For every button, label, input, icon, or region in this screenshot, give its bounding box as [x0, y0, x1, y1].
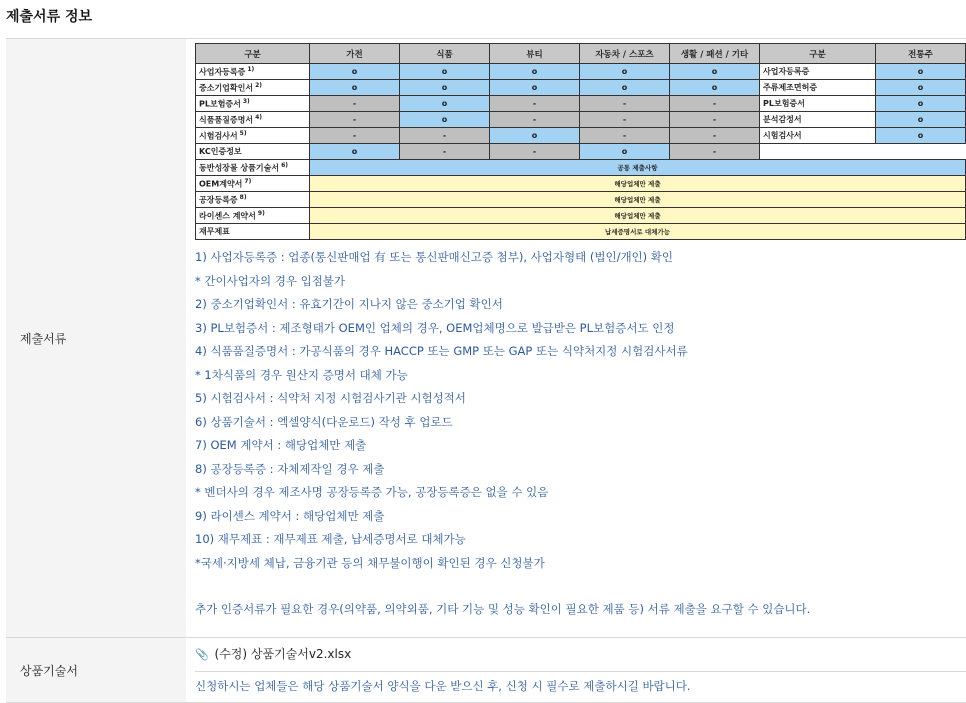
- right-doc-name: 시험검사서: [760, 128, 876, 144]
- doc-name: 재무제표: [199, 227, 230, 236]
- matrix-cell: o: [400, 80, 490, 96]
- doc-name-cell: [196, 80, 310, 96]
- matrix-cell: -: [580, 96, 670, 112]
- matrix-header-row: [196, 44, 966, 64]
- matrix-cell: o: [876, 64, 966, 80]
- doc-name-cell: [196, 96, 310, 112]
- product-spec-row-label: 상품기술서: [6, 638, 186, 703]
- matrix-cell: -: [310, 96, 400, 112]
- note-line: *국세·지방세 체납, 금융기관 등의 채무불이행이 확인된 경우 신청불가: [195, 555, 545, 570]
- footnote-marker: 6): [281, 161, 288, 169]
- span-cell: 공통 제출사항: [310, 160, 966, 176]
- matrix-cell: o: [490, 80, 580, 96]
- matrix-header-cell: 가전: [310, 44, 400, 64]
- doc-name-cell: [196, 176, 310, 192]
- footnote-marker: 1): [247, 65, 255, 73]
- footnote-marker: 4): [255, 113, 263, 121]
- doc-name-cell: [196, 128, 310, 144]
- matrix-cell: o: [400, 64, 490, 80]
- matrix-cell: -: [670, 144, 760, 160]
- matrix-cell: -: [310, 128, 400, 144]
- matrix-header-cell: 뷰티: [490, 44, 580, 64]
- doc-name: 동반성장몰 상품기술서: [199, 163, 280, 173]
- matrix-cell: -: [670, 128, 760, 144]
- extra-note: 추가 인증서류가 필요한 경우(의약품, 의약외품, 기타 기능 및 성능 확인이 필요한 제품 등) 서류 제출을 요구할 수 있습니다.: [195, 602, 811, 616]
- note-line: 10) 재무제표 : 재무제표 제출, 납세증명서로 대체가능: [195, 532, 466, 546]
- footnote-marker: 5): [239, 129, 247, 137]
- matrix-cell: o: [670, 64, 760, 80]
- doc-name-cell: [196, 160, 310, 176]
- right-doc-name: 사업자등록증: [760, 64, 876, 80]
- matrix-cell: o: [876, 128, 966, 144]
- note-line: 3) PL보험증서 : 제조형태가 OEM인 업체의 경우, OEM업체명으로 발급받은 PL보험증서도 인정: [195, 320, 675, 335]
- note-line: 4) 식품품질증명서 : 가공식품의 경우 HACCP 또는 GMP 또는 GAP 또는 식약처지정 시험검사서류: [195, 344, 688, 358]
- note-line: 7) OEM 계약서 : 해당업체만 제출: [195, 438, 367, 452]
- doc-name: KC인증정보: [199, 147, 242, 156]
- matrix-cell: -: [400, 128, 490, 144]
- matrix-cell: -: [580, 128, 670, 144]
- doc-name-cell: [196, 144, 310, 160]
- matrix-header-cell: 구분: [760, 44, 876, 64]
- span-cell: 납세증명서로 대체가능: [310, 224, 966, 240]
- matrix-row: [196, 64, 966, 80]
- doc-name: PL보험증서: [199, 99, 241, 109]
- matrix-cell: o: [580, 144, 670, 160]
- matrix-span-row: [196, 192, 966, 208]
- doc-name-cell: [196, 224, 310, 240]
- matrix-header-cell: 생활 / 패션 / 기타: [670, 44, 760, 64]
- doc-name: 시험검사서: [199, 131, 238, 141]
- attachment-hint: 신청하시는 업체들은 해당 상품기술서 양식을 다운 받으신 후, 신청 시 필수로 제출하시길 바랍니다.: [195, 679, 691, 693]
- product-spec-row-content: [186, 638, 966, 703]
- empty-cell: [760, 144, 966, 160]
- attachment-row: [195, 638, 966, 672]
- matrix-row: [196, 96, 966, 112]
- right-doc-name: PL보험증서: [760, 96, 876, 112]
- doc-name-cell: [196, 112, 310, 128]
- matrix-cell: o: [400, 96, 490, 112]
- matrix-span-row: [196, 176, 966, 192]
- matrix-cell: o: [400, 112, 490, 128]
- note-line: 5) 시험검사서 : 식약처 지정 시험검사기관 시험성적서: [195, 391, 466, 405]
- doc-name: 공장등록증: [199, 195, 238, 205]
- doc-name: 사업자등록증: [199, 67, 246, 77]
- footnote-marker: 3): [242, 97, 250, 105]
- documents-row-label: 제출서류: [6, 39, 186, 638]
- span-cell: 해당업체만 제출: [310, 192, 966, 208]
- matrix-cell: o: [580, 80, 670, 96]
- attachment-file-link[interactable]: (수정) 상품기술서v2.xlsx: [214, 647, 352, 661]
- matrix-cell: o: [490, 64, 580, 80]
- matrix-span-row: [196, 224, 966, 240]
- matrix-cell: o: [876, 80, 966, 96]
- footnote-marker: 2): [255, 81, 263, 89]
- matrix-header-cell: 식품: [400, 44, 490, 64]
- note-line: * 벤더사의 경우 제조사명 공장등록증 가능, 공장등록증은 없을 수 있음: [195, 485, 549, 499]
- span-cell: 해당업체만 제출: [310, 208, 966, 224]
- footnote-marker: 9): [257, 209, 265, 217]
- doc-name: OEM계약서: [199, 179, 243, 189]
- matrix-header-cell: 자동차 / 스포츠: [580, 44, 670, 64]
- matrix-row: [196, 112, 966, 128]
- matrix-row: [196, 128, 966, 144]
- matrix-cell: -: [670, 112, 760, 128]
- matrix-header-cell: 전통주: [876, 44, 966, 64]
- matrix-cell: o: [310, 144, 400, 160]
- note-line: * 간이사업자의 경우 입점불가: [195, 273, 346, 288]
- doc-name: 라이센스 계약서: [199, 211, 256, 221]
- matrix-cell: o: [310, 64, 400, 80]
- matrix-cell: o: [670, 80, 760, 96]
- note-line: 1) 사업자등록증 : 업종(통신판매업 有 또는 통신판매신고증 첨부), 사업자형태 (법인/개인) 확인: [195, 250, 674, 264]
- note-line: * 1차식품의 경우 원산지 증명서 대체 가능: [195, 367, 408, 382]
- footnote-marker: 7): [244, 177, 252, 185]
- matrix-cell: o: [876, 96, 966, 112]
- doc-name: 중소기업확인서: [199, 83, 254, 93]
- matrix-cell: -: [490, 144, 580, 160]
- matrix-cell: o: [876, 112, 966, 128]
- matrix-header-cell: 구분: [196, 44, 310, 64]
- matrix-cell: o: [310, 80, 400, 96]
- matrix-cell: -: [490, 96, 580, 112]
- right-doc-name: 분석감정서: [760, 112, 876, 128]
- notes-list: [195, 246, 966, 575]
- note-line: 6) 상품기술서 : 엑셀양식(다운로드) 작성 후 업로드: [195, 414, 453, 429]
- paperclip-icon: 📎: [195, 648, 209, 661]
- matrix-cell: -: [580, 112, 670, 128]
- span-cell: 해당업체만 제출: [310, 176, 966, 192]
- submission-info-table: [6, 38, 966, 703]
- doc-name-cell: [196, 64, 310, 80]
- matrix-cell: -: [670, 96, 760, 112]
- matrix-row: [196, 80, 966, 96]
- matrix-cell: o: [490, 128, 580, 144]
- matrix-span-row: [196, 208, 966, 224]
- doc-name: 식품품질증명서: [199, 115, 254, 125]
- note-line: 9) 라이센스 계약서 : 해당업체만 제출: [195, 508, 385, 523]
- doc-name-cell: [196, 192, 310, 208]
- footnote-marker: 8): [239, 193, 247, 201]
- note-line: 2) 중소기업확인서 : 유효기간이 지나지 않은 중소기업 확인서: [195, 297, 503, 311]
- matrix-cell: -: [490, 112, 580, 128]
- matrix-cell: -: [400, 144, 490, 160]
- matrix-row: [196, 144, 966, 160]
- page-title: 제출서류 정보: [6, 9, 93, 25]
- note-line: 8) 공장등록증 : 자체제작일 경우 제출: [195, 461, 385, 476]
- matrix-cell: -: [310, 112, 400, 128]
- matrix-span-row: [196, 160, 966, 176]
- document-matrix-table: [195, 43, 966, 240]
- right-doc-name: 주류제조면허증: [760, 80, 876, 96]
- doc-name-cell: [196, 208, 310, 224]
- documents-row-content: [186, 39, 966, 638]
- matrix-cell: o: [580, 64, 670, 80]
